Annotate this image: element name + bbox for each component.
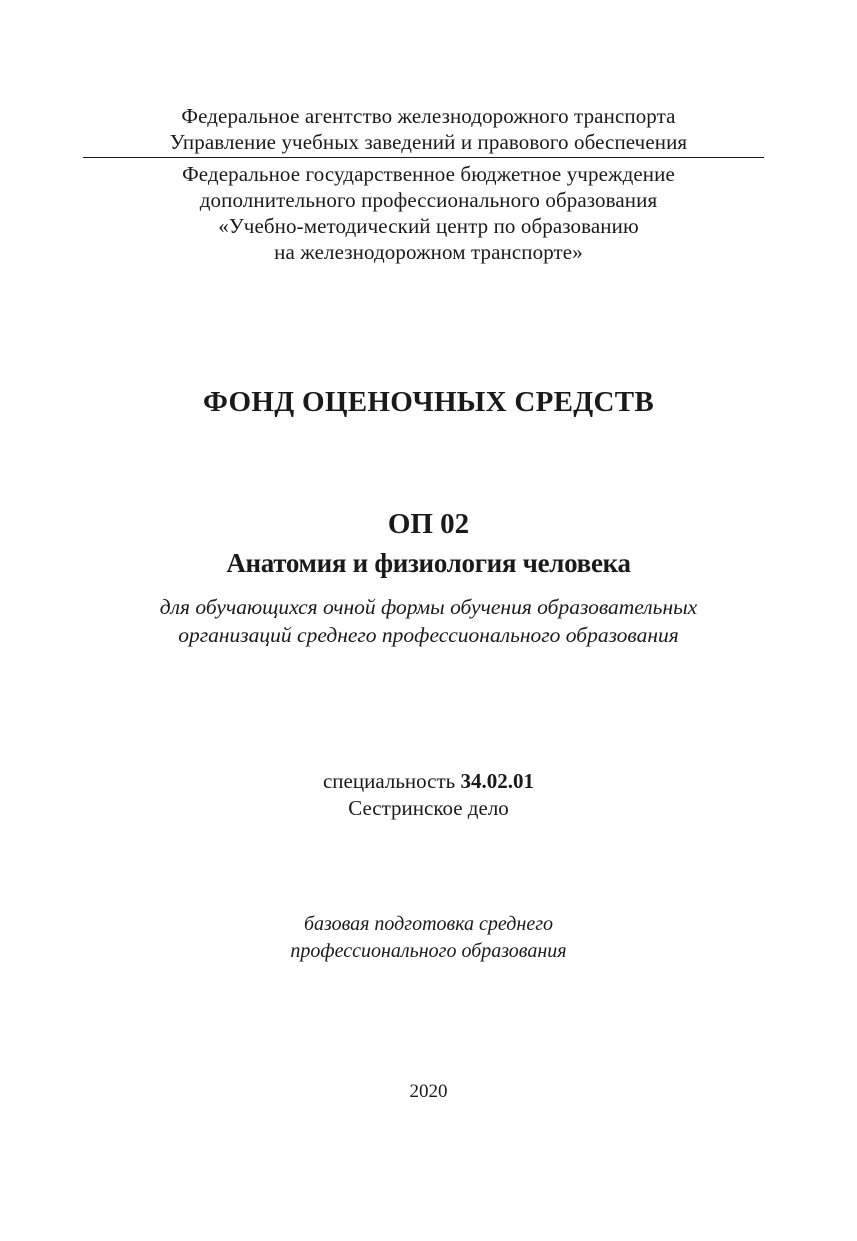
audience-line-1: для обучающихся очной формы обучения образовательных xyxy=(159,595,698,619)
specialty-code: 34.02.01 xyxy=(460,769,534,793)
specialty-label: специальность xyxy=(322,769,456,793)
level-line-1: базовая подготовка среднего xyxy=(303,913,554,935)
institution-line-4: на железнодорожном транспорте» xyxy=(274,240,583,264)
institution-line-3: «Учебно-методический центр по образованию xyxy=(218,214,639,238)
publication-year: 2020 xyxy=(409,1081,448,1102)
specialty-name: Сестринское дело xyxy=(348,796,509,820)
institution-line-1: Федеральное государственное бюджетное учреждение xyxy=(182,162,675,186)
header-divider xyxy=(83,157,764,158)
department-name: Управление учебных заведений и правового обеспечения xyxy=(169,130,688,154)
institution-line-2: дополнительного профессионального образования xyxy=(199,188,658,212)
course-code: ОП 02 xyxy=(387,508,470,540)
specialty-line xyxy=(0,769,857,794)
agency-name: Федеральное агентство железнодорожного транспорта xyxy=(181,104,676,128)
audience-line-2: организаций среднего профессионального образования xyxy=(178,623,679,647)
document-title: ФОНД ОЦЕНОЧНЫХ СРЕДСТВ xyxy=(202,386,655,418)
level-line-2: профессионального образования xyxy=(290,940,567,962)
course-name: Анатомия и физиология человека xyxy=(226,548,631,578)
